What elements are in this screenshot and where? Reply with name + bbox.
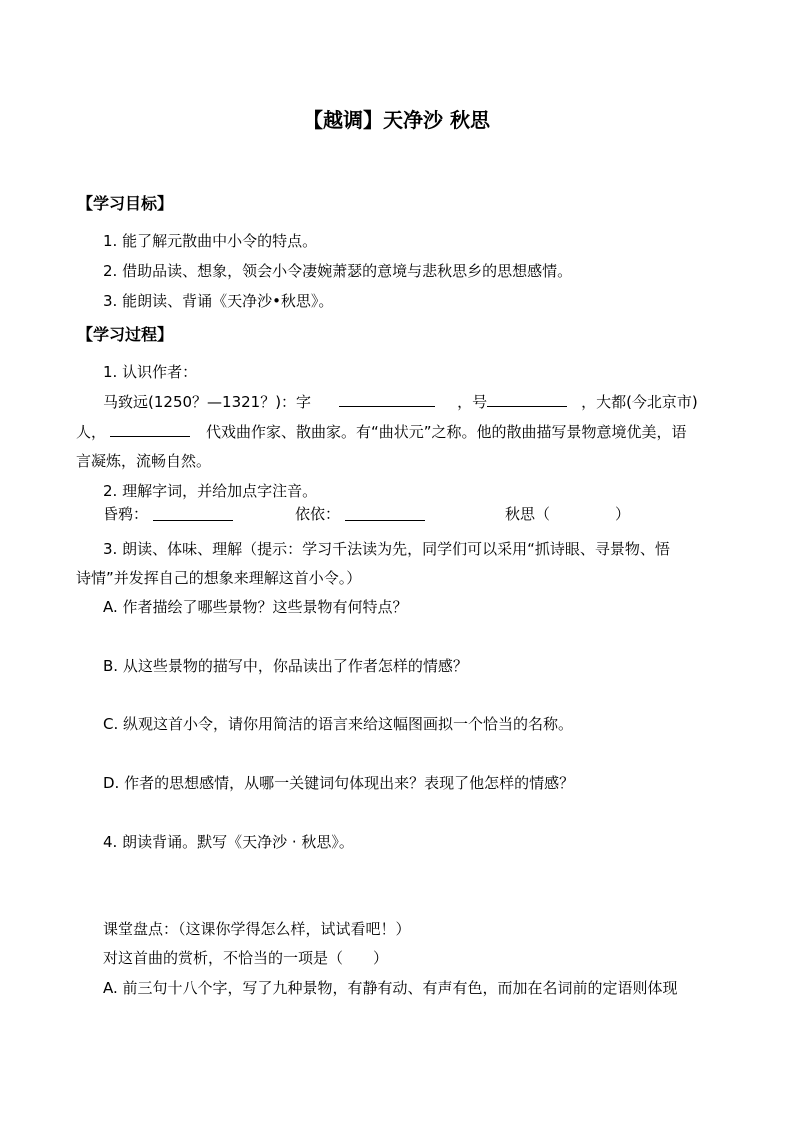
author-line-3: 言凝炼，流畅自然。 [76,452,212,470]
goal-item-2: 2. 借助品读、想象，领会小令凄婉萧瑟的意境与悲秋思乡的思想感情。 [103,262,573,280]
blank-zi[interactable] [339,392,435,407]
review-option-a: A. 前三句十八个字，写了九种景物，有静有动、有声有色，而加在名词前的定语则体现 [103,979,678,997]
goal-item-3: 3. 能朗读、背诵《天净沙•秋思》。 [103,292,334,310]
author-text-2: ，号 [457,393,488,411]
author-text-4: 人， [76,423,107,441]
question-b: B. 从这些景物的描写中，你品读出了作者怎样的情感？ [103,657,468,675]
section-heading-goals: 【学习目标】 [77,194,174,213]
vocab-word-3: 秋思（ [505,505,551,523]
author-line-2 [76,422,687,442]
author-text-1: 马致远(1250？—1321？)：字 [103,393,312,411]
question-d: D. 作者的思想感情，从哪一关键词句体现出来？表现了他怎样的情感？ [103,774,575,792]
blank-dynasty[interactable] [110,422,190,437]
author-text-5: 代戏曲作家、散曲家。有“曲状元”之称。他的散曲描写景物意境优美，语 [206,423,687,441]
section-heading-process: 【学习过程】 [77,325,174,344]
vocab-word-2: 依依： [295,505,341,523]
step3-line-1: 3. 朗读、体味、理解（提示：学习千法读为先，同学们可以采用“抓诗眼、寻景物、悟 [103,540,670,558]
blank-word-2[interactable] [345,506,425,521]
vocab-word-3-close: ） [615,505,631,523]
question-c: C. 纵观这首小令，请你用简洁的语言来给这幅图画拟一个恰当的名称。 [103,715,574,733]
author-text-3: ，大都(今北京市) [581,393,698,411]
review-title: 课堂盘点：（这课你学得怎么样，试试看吧！） [103,920,411,938]
step3-line-2: 诗情”并发挥自己的想象来理解这首小令。） [76,569,362,587]
review-question: 对这首曲的赏析，不恰当的一项是（ ） [103,949,389,967]
goal-item-1: 1. 能了解元散曲中小令的特点。 [103,232,318,250]
step4: 4. 朗读背诵。默写《天净沙 · 秋思》。 [103,833,354,851]
vocab-word-1: 昏鸦： [103,505,149,523]
step2-title: 2. 理解字词，并给加点字注音。 [103,482,318,500]
blank-word-1[interactable] [153,506,233,521]
author-line-1 [103,392,698,412]
step1-title: 1. 认识作者： [103,363,198,381]
question-a: A. 作者描绘了哪些景物？这些景物有何特点？ [103,598,408,616]
page-title: 【越调】天净沙 秋思 [303,108,490,132]
blank-hao[interactable] [487,392,567,407]
